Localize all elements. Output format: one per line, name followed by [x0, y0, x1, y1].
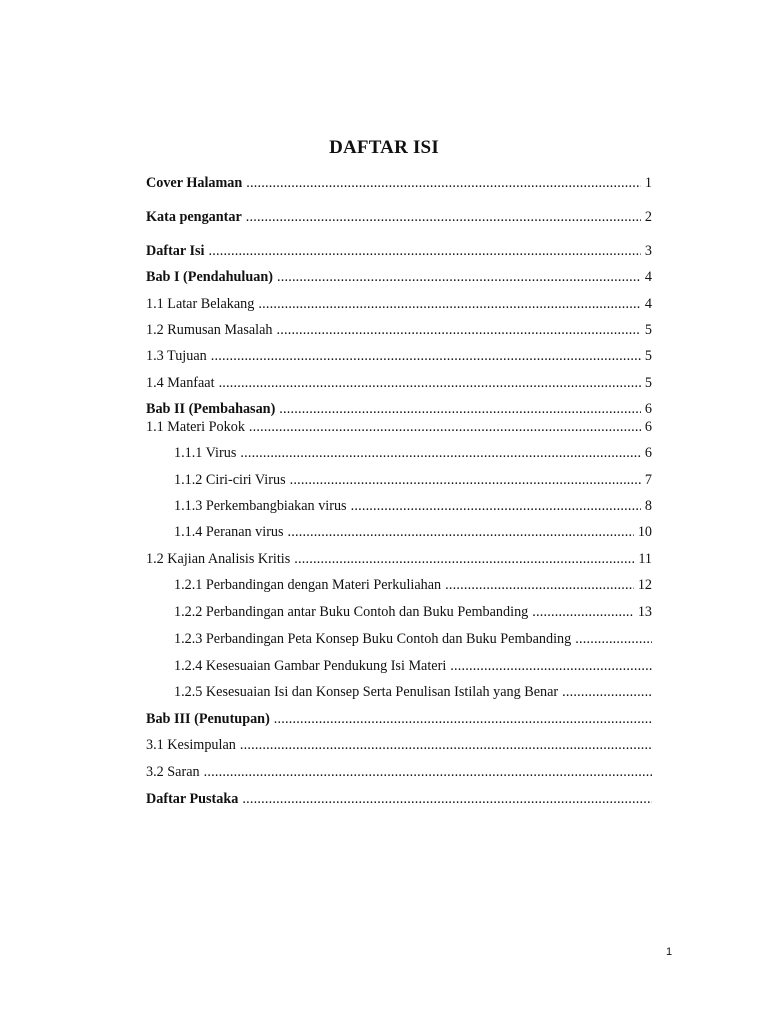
toc-entry — [146, 174, 652, 192]
toc-dot-leader — [277, 321, 641, 339]
toc-entry-page: 8 — [644, 498, 652, 514]
toc-entry-page: 5 — [644, 322, 652, 338]
toc-entry — [146, 208, 652, 226]
toc-entry — [174, 683, 652, 701]
toc-entry-label: 1.2.2 Perbandingan antar Buku Contoh dan Buku Pembanding — [174, 604, 529, 620]
toc-entry — [146, 550, 652, 568]
toc-entry-page: 5 — [644, 348, 652, 364]
toc-entry-page: 10 — [637, 524, 652, 540]
toc-entry-page: 6 — [644, 445, 652, 461]
toc-entry-label: 1.1.2 Ciri-ciri Virus — [174, 472, 286, 488]
page-title: DAFTAR ISI — [329, 137, 439, 158]
toc-dot-leader — [532, 603, 634, 621]
toc-dot-leader — [294, 550, 634, 568]
toc-dot-leader — [211, 347, 641, 365]
toc-entry-label: 3.2 Saran — [146, 764, 200, 780]
toc-dot-leader — [575, 630, 652, 648]
toc-dot-leader — [246, 174, 641, 192]
toc-entry-label: Kata pengantar — [146, 209, 242, 225]
toc-entry-label: Daftar Pustaka — [146, 791, 239, 807]
toc-dot-leader — [288, 523, 634, 541]
toc-entry-label: Daftar Isi — [146, 243, 205, 259]
toc-entry-page: 6 — [644, 419, 652, 435]
toc-entry-label: 1.2.1 Perbandingan dengan Materi Perkuliahan — [174, 577, 442, 593]
toc-entry-label: 1.2 Kajian Analisis Kritis — [146, 551, 291, 567]
toc-entry — [146, 736, 652, 754]
toc-entry-label: 3.1 Kesimpulan — [146, 737, 236, 753]
toc-dot-leader — [277, 268, 641, 286]
toc-entry — [174, 497, 652, 515]
toc-entry — [174, 523, 652, 541]
footer-page-number: 1 — [666, 946, 673, 958]
toc-entry — [146, 400, 652, 418]
toc-entry-page: 5 — [644, 375, 652, 391]
toc-entry-page: 2 — [644, 209, 652, 225]
toc-entry — [174, 444, 652, 462]
toc-entry-label: 1.2.3 Perbandingan Peta Konsep Buku Contoh dan Buku Pembanding — [174, 631, 572, 647]
toc-dot-leader — [351, 497, 641, 515]
toc-entry-page: 4 — [644, 296, 652, 312]
toc-entry — [146, 268, 652, 286]
toc-entry-label: Cover Halaman — [146, 175, 243, 191]
toc-entry-page: 12 — [637, 577, 652, 593]
toc-entry — [146, 321, 652, 339]
toc-entry-label: Bab III (Penutupan) — [146, 711, 270, 727]
toc-dot-leader — [242, 790, 652, 808]
toc-entry-page: 11 — [638, 551, 652, 567]
toc-entry — [174, 603, 652, 621]
toc-dot-leader — [290, 471, 641, 489]
toc-entry-label: 1.2 Rumusan Masalah — [146, 322, 273, 338]
toc-entry — [174, 657, 652, 675]
toc-entry-label: Bab I (Pendahuluan) — [146, 269, 273, 285]
toc-dot-leader — [258, 295, 641, 313]
toc-entry — [146, 242, 652, 260]
toc-entry — [146, 295, 652, 313]
toc-entry — [174, 471, 652, 489]
toc-dot-leader — [208, 242, 640, 260]
toc-dot-leader — [240, 444, 641, 462]
toc-dot-leader — [279, 400, 641, 418]
toc-dot-leader — [246, 208, 641, 226]
toc-entry-page: 1 — [644, 175, 652, 191]
toc-entry-label: 1.2.5 Kesesuaian Isi dan Konsep Serta Penulisan Istilah yang Benar — [174, 684, 559, 700]
toc-dot-leader — [562, 683, 652, 701]
toc-entry-page: 6 — [644, 401, 652, 417]
toc-entry — [146, 710, 652, 728]
toc-entry — [146, 763, 652, 781]
toc-entry-label: 1.1.1 Virus — [174, 445, 237, 461]
toc-entry-label: 1.4 Manfaat — [146, 375, 215, 391]
toc-entry-label: Bab II (Pembahasan) — [146, 401, 276, 417]
toc-entry-page: 7 — [644, 472, 652, 488]
toc-dot-leader — [219, 374, 641, 392]
toc-entry-label: 1.2.4 Kesesuaian Gambar Pendukung Isi Materi — [174, 658, 447, 674]
toc-entry — [146, 418, 652, 436]
toc-entry — [146, 790, 652, 808]
toc-entry — [174, 630, 652, 648]
toc-entry — [146, 347, 652, 365]
toc-dot-leader — [204, 763, 652, 781]
toc-entry-page: 4 — [644, 269, 652, 285]
toc-entry-label: 1.1.4 Peranan virus — [174, 524, 284, 540]
toc-entry-label: 1.1 Materi Pokok — [146, 419, 245, 435]
toc-entry — [174, 576, 652, 594]
toc-entry-page: 3 — [644, 243, 652, 259]
toc-entry — [146, 374, 652, 392]
toc-entry-page: 13 — [637, 604, 652, 620]
toc-dot-leader — [240, 736, 652, 754]
toc-dot-leader — [450, 657, 652, 675]
toc-dot-leader — [445, 576, 634, 594]
toc-dot-leader — [274, 710, 652, 728]
toc-entry-label: 1.1.3 Perkembangbiakan virus — [174, 498, 347, 514]
toc-entry-label: 1.1 Latar Belakang — [146, 296, 255, 312]
toc-dot-leader — [249, 418, 641, 436]
toc-entry-label: 1.3 Tujuan — [146, 348, 207, 364]
